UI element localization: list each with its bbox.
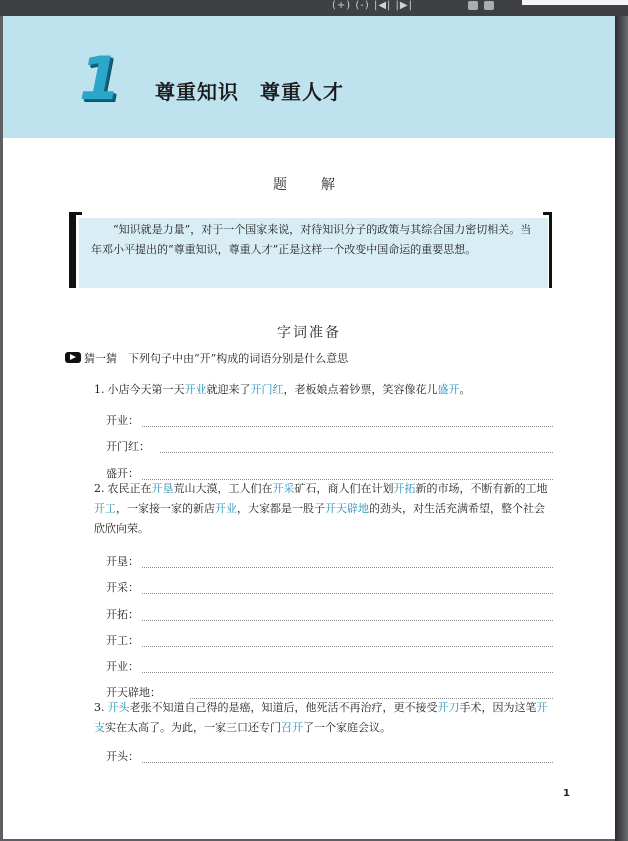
sentence-text: 的劲头，对生活充满希望，整个社会欣欣向荣。 xyxy=(94,502,545,535)
sentence-text: 实在太高了。为此，一家三口还专门 xyxy=(105,721,281,734)
answer-line[interactable] xyxy=(142,672,553,673)
sentence-text: 新的市场，不断有新的工地 xyxy=(415,482,548,495)
viewer-scroll-edge[interactable] xyxy=(615,16,628,841)
arrow-icon xyxy=(65,352,81,363)
keyword: 开拓 xyxy=(393,482,416,495)
lesson-number: 1 xyxy=(79,44,121,114)
sentence-text: ，一家接一家的新店 xyxy=(116,502,215,515)
question-3 xyxy=(94,698,554,738)
answer-label: 开垦： xyxy=(106,555,139,568)
sentence-text: 就迎来了 xyxy=(206,383,251,396)
answer-field[interactable] xyxy=(106,414,553,428)
answer-label: 开业： xyxy=(106,660,139,673)
sentence-text: 老张不知道自己得的是癌，知道后，他死活不再治疗，更不接受 xyxy=(129,701,438,714)
keyword: 开刀 xyxy=(437,701,460,714)
answer-line[interactable] xyxy=(142,762,553,763)
answer-label: 开采： xyxy=(106,581,139,594)
comment-icon[interactable] xyxy=(484,1,494,10)
viewer-toolbar xyxy=(0,0,628,16)
section-heading-vocabulary: 字词准备 xyxy=(277,325,341,341)
page-number: 1 xyxy=(563,788,570,799)
keyword: 盛开 xyxy=(437,383,460,396)
answer-label: 开拓： xyxy=(106,608,139,621)
keyword: 开天辟地 xyxy=(325,502,369,515)
answer-field[interactable] xyxy=(106,634,553,648)
question-1 xyxy=(94,380,554,400)
answer-line[interactable] xyxy=(142,593,553,594)
answer-line[interactable] xyxy=(160,452,553,453)
sentence-text: 了一个家庭会议。 xyxy=(303,721,391,734)
answer-line[interactable] xyxy=(142,620,553,621)
answer-label: 盛开： xyxy=(106,467,139,480)
sentence-text: 农民正在 xyxy=(107,482,152,495)
keyword: 开门红 xyxy=(250,383,284,396)
viewer-nav-buttons[interactable]: (+) (-) |◀| |▶| xyxy=(332,0,413,11)
keyword: 召开 xyxy=(281,721,303,734)
sentence-text: 。 xyxy=(459,383,471,396)
keyword: 开采 xyxy=(272,482,295,495)
answer-label: 开工： xyxy=(106,634,139,647)
answer-label: 开业： xyxy=(106,414,139,427)
keyword: 开业 xyxy=(215,502,237,515)
keyword: 开头 xyxy=(107,701,130,714)
question-number: 1. xyxy=(94,383,105,396)
sentence-text: 矿石，商人们在计划 xyxy=(294,482,394,495)
bookmark-icon[interactable] xyxy=(468,1,478,10)
document-page xyxy=(3,16,615,839)
sentence-text: 小店今天第一天 xyxy=(107,383,185,396)
answer-field[interactable] xyxy=(106,440,553,454)
answer-field[interactable] xyxy=(106,581,553,595)
keyword: 开垦 xyxy=(151,482,174,495)
sentence-text: 荒山大漠，工人们在 xyxy=(173,482,273,495)
keyword: 开工 xyxy=(94,502,116,515)
lesson-banner xyxy=(3,16,615,138)
toolbar-search-area[interactable] xyxy=(522,0,628,5)
lesson-title: 尊重知识 尊重人才 xyxy=(155,80,344,104)
intro-box xyxy=(69,212,552,288)
answer-line[interactable] xyxy=(142,567,553,568)
answer-field[interactable] xyxy=(106,750,553,764)
exercise-instruction-text: 猜一猜 下列句子中由“开”构成的词语分别是什么意思 xyxy=(84,352,349,365)
answer-label: 开天辟地： xyxy=(106,686,161,699)
question-2 xyxy=(94,479,554,539)
answer-line[interactable] xyxy=(142,426,553,427)
keyword: 开业 xyxy=(184,383,207,396)
answer-field[interactable] xyxy=(106,608,553,622)
answer-field[interactable] xyxy=(106,555,553,569)
question-number: 3. xyxy=(94,701,105,714)
exercise-instruction xyxy=(65,350,348,366)
sentence-text: ，老板娘点着钞票，笑容像花儿 xyxy=(283,383,438,396)
answer-label: 开门红： xyxy=(106,440,150,453)
answer-line[interactable] xyxy=(142,646,553,647)
answer-label: 开头： xyxy=(106,750,139,763)
question-number: 2. xyxy=(94,482,105,495)
sentence-text: ，大家都是一股子 xyxy=(237,502,325,515)
sentence-text: 手术，因为这笔 xyxy=(459,701,537,714)
answer-field[interactable] xyxy=(106,660,553,674)
intro-text: “知识就是力量”，对于一个国家来说，对待知识分子的政策与其综合国力密切相关。当年邓小平提出的“尊重知识，尊重人才”正是这样一个改变中国命运的重要思想。 xyxy=(91,223,532,256)
keyword: 开支 xyxy=(94,701,548,734)
section-heading-explanation: 题 解 xyxy=(273,177,345,193)
